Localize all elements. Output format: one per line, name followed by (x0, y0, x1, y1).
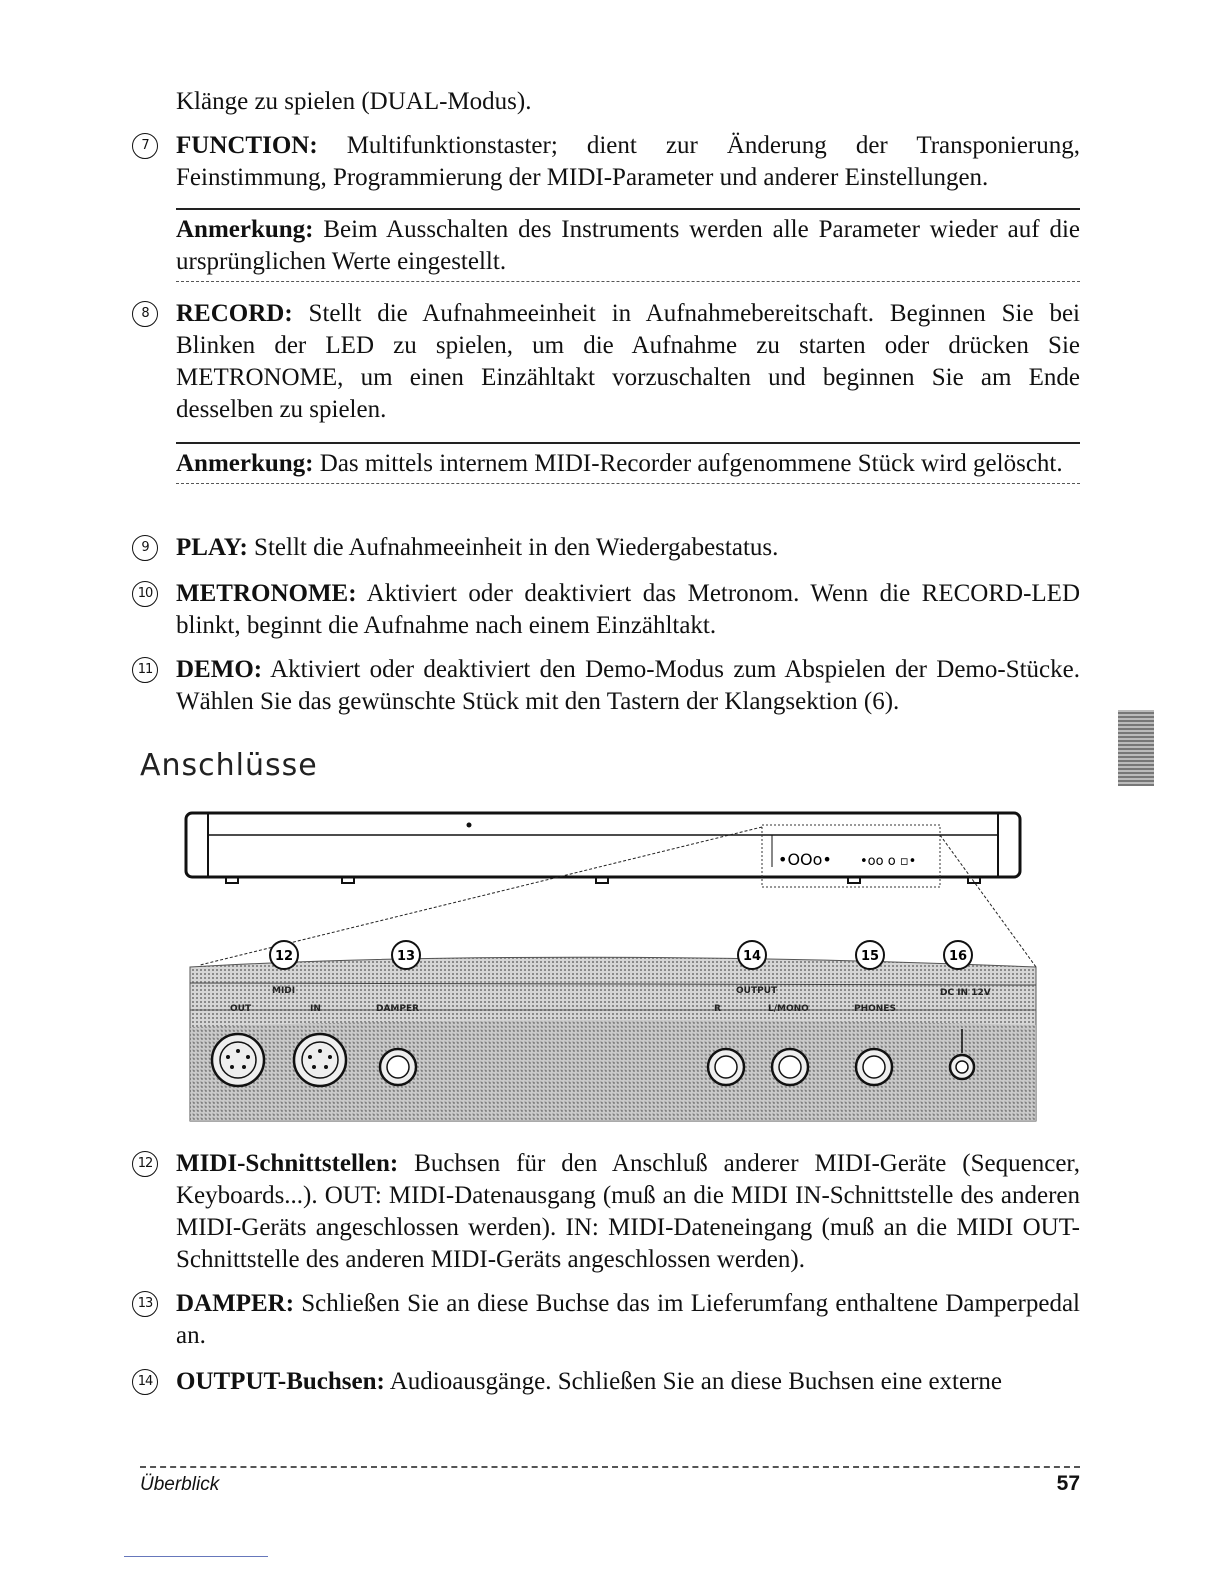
callout-12 (270, 941, 298, 969)
output-lmono-jack (772, 1049, 808, 1085)
label-phones: PHONES (854, 1004, 896, 1014)
list-item-play (132, 532, 1080, 564)
item-number: 8 (132, 301, 158, 327)
chapter-tab (1118, 710, 1154, 786)
note-box (176, 208, 1080, 282)
svg-text:12: 12 (274, 949, 294, 964)
item-term: FUNCTION: (176, 132, 318, 159)
connection-panel-diagram (180, 805, 1040, 1125)
callout-13 (392, 941, 420, 969)
item-text: Aktiviert oder deaktiviert das Metronom. Wenn die RECORD-LED blinkt, beginnt die Aufnahme nach einem Einzähltakt. (176, 580, 1080, 639)
callout-15 (856, 941, 884, 969)
note-box (176, 442, 1080, 484)
instrument-outline (186, 813, 1020, 887)
item-term: OUTPUT-Buchsen: (176, 1368, 385, 1395)
list-item-output (132, 1366, 1080, 1398)
intro-line: Klänge zu spielen (DUAL-Modus). (176, 88, 532, 115)
list-item-midi (132, 1148, 1080, 1276)
label-midi: MIDI (272, 986, 296, 996)
item-text: Stellt die Aufnahmeeinheit in den Wiedergabestatus. (247, 534, 779, 561)
phones-jack (856, 1049, 892, 1085)
svg-text:13: 13 (396, 949, 416, 964)
item-number: 12 (132, 1151, 158, 1177)
label-midi-in: IN (310, 1004, 321, 1014)
note-text: Beim Ausschalten des Instruments werden alle Parameter wieder auf die ursprünglichen Werte eingestellt. (176, 216, 1080, 275)
item-number: 9 (132, 535, 158, 561)
list-item-demo (132, 654, 1080, 718)
item-text: Schließen Sie an diese Buchse das im Lieferumfang enthaltene Damperpedal an. (176, 1290, 1080, 1349)
item-term: MIDI-Schnittstellen: (176, 1150, 399, 1177)
panel-indicator-right: •oo o ▫• (860, 854, 917, 869)
midi-in-jack (294, 1034, 346, 1086)
item-text: Multifunktionstaster; dient zur Änderung der Transponierung, Feinstimmung, Programmierung der MIDI-Parameter und anderer Einstellungen. (176, 132, 1080, 191)
output-r-jack (708, 1049, 744, 1085)
footer-section-title: Überblick (140, 1474, 220, 1495)
note-label: Anmerkung: (176, 216, 314, 243)
note-label: Anmerkung: (176, 450, 314, 477)
item-term: DAMPER: (176, 1290, 295, 1317)
label-dc-in: DC IN 12V (940, 988, 991, 998)
item-number: 7 (132, 133, 158, 159)
footer-divider (140, 1466, 1080, 1468)
svg-text:15: 15 (860, 949, 880, 964)
callout-14 (738, 941, 766, 969)
label-output: OUTPUT (736, 986, 778, 996)
section-heading: Anschlüsse (140, 748, 318, 783)
label-output-r: R (714, 1004, 721, 1014)
panel-indicator-left: •OOo• (778, 850, 832, 869)
damper-jack (380, 1049, 416, 1085)
item-term: METRONOME: (176, 580, 357, 607)
list-item-record (132, 298, 1080, 426)
svg-text:14: 14 (742, 949, 762, 964)
label-damper: DAMPER (376, 1004, 420, 1014)
item-number: 13 (132, 1291, 158, 1317)
svg-text:16: 16 (948, 949, 968, 964)
note-text: Das mittels internem MIDI-Recorder aufgenommene Stück wird gelöscht. (313, 450, 1063, 477)
callout-16 (944, 941, 972, 969)
scan-edge-line (124, 1556, 268, 1557)
midi-out-jack (212, 1034, 264, 1086)
item-text: Audioausgänge. Schließen Sie an diese Buchsen eine externe (384, 1368, 1003, 1395)
item-number: 10 (132, 581, 158, 607)
item-number: 14 (132, 1369, 158, 1395)
list-item-function (132, 130, 1080, 194)
item-term: RECORD: (176, 300, 293, 327)
list-item-damper (132, 1288, 1080, 1352)
item-number: 11 (132, 657, 158, 683)
item-text: Aktiviert oder deaktiviert den Demo-Modus zum Abspielen der Demo-Stücke. Wählen Sie das gewünschte Stück mit den Tastern der Klangsektion (6). (176, 656, 1080, 715)
label-midi-out: OUT (230, 1004, 252, 1014)
list-item-metronome (132, 578, 1080, 642)
item-text: Buchsen für den Anschluß anderer MIDI-Geräte (Sequencer, Keyboards...). OUT: MIDI-Datenausgang (muß an die MIDI IN-Schnittstelle des anderen MIDI-Geräts angeschlossen werden). IN: MIDI-Dateneingang (muß an die MIDI OUT-Schnittstelle des anderen MIDI-Geräts angeschlossen werden). (176, 1150, 1080, 1273)
item-term: DEMO: (176, 656, 263, 683)
page-number: 57 (1056, 1472, 1080, 1495)
item-term: PLAY: (176, 534, 248, 561)
item-text: Stellt die Aufnahmeeinheit in Aufnahmebereitschaft. Beginnen Sie bei Blinken der LED zu spielen, um die Aufnahme zu starten oder drücken Sie METRONOME, um einen Einzähltakt vorzuschalten und beginnen Sie am Ende desselben zu spielen. (176, 300, 1080, 423)
label-output-lmono: L/MONO (768, 1004, 809, 1014)
